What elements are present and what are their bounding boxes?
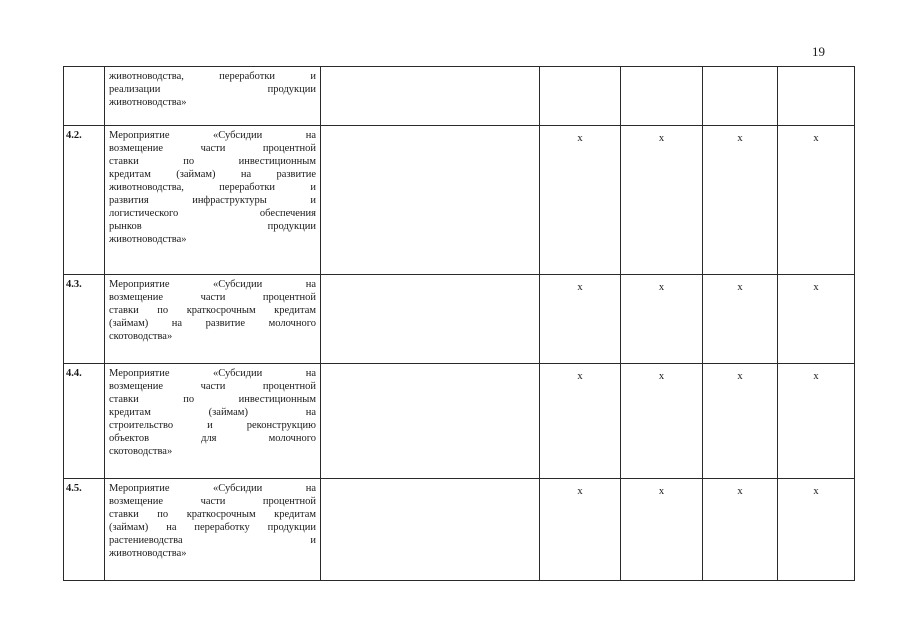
measure-name-line: возмещение части процентной xyxy=(109,292,316,303)
table-row xyxy=(64,275,855,364)
row-number: 4.5. xyxy=(64,479,105,581)
measure-name-cell xyxy=(105,364,321,479)
measure-name-line: (займам) на развитие молочного xyxy=(109,318,316,329)
measure-name-line: объектов для молочного xyxy=(109,433,316,444)
measure-name-line: возмещение части процентной xyxy=(109,496,316,507)
mark-cell: x xyxy=(778,364,855,479)
mark-cell: x xyxy=(778,275,855,364)
table-body xyxy=(64,67,855,581)
mark-cell xyxy=(621,67,703,126)
measure-name-line: Мероприятие «Субсидии на xyxy=(109,368,316,379)
page-number: 19 xyxy=(812,44,825,59)
measure-name-line: ставки по инвестиционным xyxy=(109,156,316,167)
measure-name-line: животноводства» xyxy=(109,97,187,108)
measure-name-line: реализации продукции xyxy=(109,84,316,95)
table-row xyxy=(64,364,855,479)
measure-name-line: возмещение части процентной xyxy=(109,381,316,392)
mark-cell: x xyxy=(540,479,621,581)
row-number: 4.4. xyxy=(64,364,105,479)
measure-name-line: кредитам (займам) на xyxy=(109,407,316,418)
mark-cell: x xyxy=(778,126,855,275)
mark-cell: x xyxy=(703,364,778,479)
mark-cell: x xyxy=(703,275,778,364)
measure-name-line: строительство и реконструкцию xyxy=(109,420,316,431)
mark-cell: x xyxy=(621,275,703,364)
mark-cell: x xyxy=(621,479,703,581)
empty-cell xyxy=(321,479,540,581)
mark-cell xyxy=(778,67,855,126)
row-number xyxy=(64,67,105,126)
measure-name-line: Мероприятие «Субсидии на xyxy=(109,279,316,290)
measure-name-line: логистического обеспечения xyxy=(109,208,316,219)
measure-name-line: кредитам (займам) на развитие xyxy=(109,169,316,180)
measure-name-line: развития инфраструктуры и xyxy=(109,195,316,206)
measure-name-line: Мероприятие «Субсидии на xyxy=(109,130,316,141)
mark-cell: x xyxy=(540,126,621,275)
measure-name-line: рынков продукции xyxy=(109,221,316,232)
mark-cell xyxy=(703,67,778,126)
measure-name-line: скотоводства» xyxy=(109,446,173,457)
mark-cell: x xyxy=(703,479,778,581)
mark-cell: x xyxy=(540,275,621,364)
mark-cell: x xyxy=(621,126,703,275)
measure-name-cell xyxy=(105,67,321,126)
mark-cell xyxy=(540,67,621,126)
measure-name-cell xyxy=(105,126,321,275)
empty-cell xyxy=(321,126,540,275)
measure-name-line: возмещение части процентной xyxy=(109,143,316,154)
mark-cell: x xyxy=(778,479,855,581)
measure-name-line: животноводства» xyxy=(109,234,187,245)
measure-name-line: ставки по краткосрочным кредитам xyxy=(109,509,316,520)
measure-name-cell xyxy=(105,479,321,581)
mark-cell: x xyxy=(621,364,703,479)
mark-cell: x xyxy=(703,126,778,275)
measures-table xyxy=(63,66,855,581)
table-row xyxy=(64,126,855,275)
measure-name-line: ставки по краткосрочным кредитам xyxy=(109,305,316,316)
row-number: 4.2. xyxy=(64,126,105,275)
mark-cell: x xyxy=(540,364,621,479)
measure-name-line: растениеводства и xyxy=(109,535,316,546)
measure-name-line: ставки по инвестиционным xyxy=(109,394,316,405)
measure-name-line: животноводства» xyxy=(109,548,187,559)
empty-cell xyxy=(321,364,540,479)
row-number: 4.3. xyxy=(64,275,105,364)
measure-name-line: (займам) на переработку продукции xyxy=(109,522,316,533)
measure-name-line: животноводства, переработки и xyxy=(109,182,316,193)
measure-name-cell xyxy=(105,275,321,364)
table-row xyxy=(64,479,855,581)
measure-name-line: скотоводства» xyxy=(109,331,173,342)
measure-name-line: животноводства, переработки и xyxy=(109,71,316,82)
empty-cell xyxy=(321,275,540,364)
table-row xyxy=(64,67,855,126)
empty-cell xyxy=(321,67,540,126)
measure-name-line: Мероприятие «Субсидии на xyxy=(109,483,316,494)
